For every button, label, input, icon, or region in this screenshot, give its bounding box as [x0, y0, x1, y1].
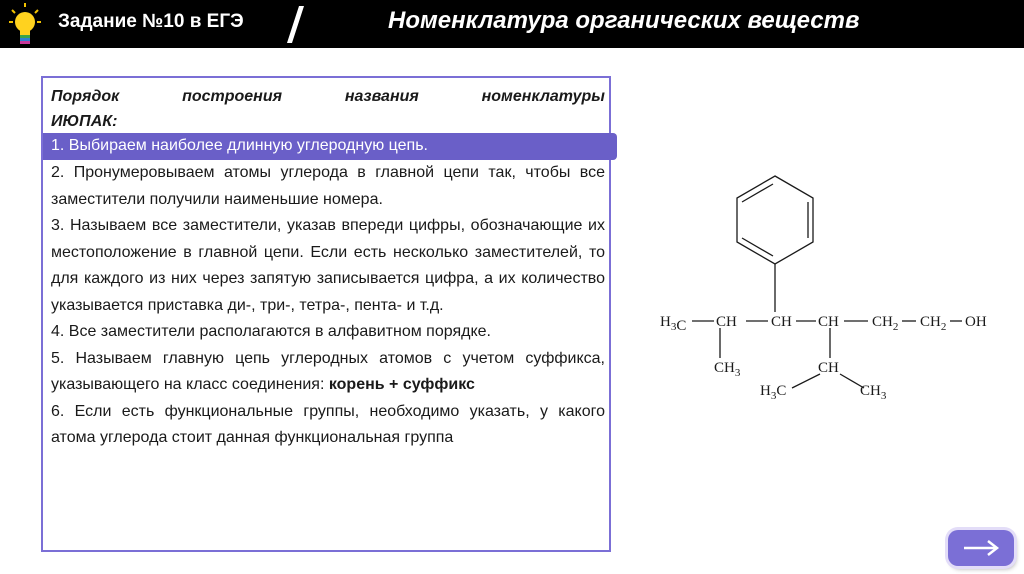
benzene-ring: [737, 176, 813, 264]
rules-heading: [51, 84, 605, 134]
step-1: 1. Выбираем наиболее длинную углеродную цепь.: [43, 133, 617, 160]
heading-word: номенклатуры: [481, 88, 605, 105]
atom-ch-1: CH: [716, 314, 737, 330]
atom-ch2-2: $CH_2$: [920, 314, 947, 333]
step-6: 6. Если есть функциональные группы, необходимо указать, у какого атома углерода стоит данная функциональная группа: [51, 402, 605, 446]
atom-ch-2: CH: [771, 314, 792, 330]
heading-word: построения: [182, 88, 283, 105]
step-5-bold: корень + суффикс: [328, 376, 475, 393]
atom-ch-3: CH: [818, 314, 839, 330]
heading-word: Порядок: [51, 88, 120, 105]
atom-ch3-branch: $CH_3$: [714, 360, 741, 379]
atom-ch3-right: $CH_3$: [860, 383, 887, 402]
arrow-right-icon: [962, 539, 1000, 557]
atom-ch-branch: CH: [818, 360, 839, 376]
atom-h3c-branch: $H_3C$: [760, 383, 787, 402]
next-slide-button[interactable]: [948, 530, 1014, 566]
divider-slash: [287, 6, 304, 43]
atom-oh: OH: [965, 314, 987, 330]
step-2: 2. Пронумеровываем атомы углерода в главной цепи так, чтобы все заместители получили наименьшие номера.: [51, 164, 605, 208]
lightbulb-icon: [8, 2, 42, 46]
heading-line2: ИЮПАК:: [51, 113, 118, 130]
step-3: 3. Называем все заместители, указав впереди цифры, обозначающие их местоположение в главной цепи. Если есть несколько заместителей, то для каждого из них через запятую записывается цифра, а их количество указывается приставка ди-, три-, тетра-, пента- и т.д.: [51, 217, 605, 314]
step-5-text: 5. Называем главную цепь углеродных атомов с учетом суффикса, указывающего на класс соединения:: [51, 349, 605, 393]
atom-h3c: $H_3C$: [660, 314, 687, 334]
heading-word: названия: [344, 88, 419, 105]
step-4: 4. Все заместители располагаются в алфавитном порядке.: [51, 323, 491, 340]
topic-title: Номенклатура органических веществ: [388, 7, 860, 34]
step-5: [51, 346, 605, 399]
rules-panel: [41, 76, 611, 552]
atom-ch2-1: $CH_2$: [872, 314, 899, 333]
molecule-structure: [650, 160, 1000, 410]
task-label: Задание №10 в ЕГЭ: [58, 11, 244, 32]
rules-steps: [51, 135, 605, 452]
top-bar: [0, 0, 1024, 48]
